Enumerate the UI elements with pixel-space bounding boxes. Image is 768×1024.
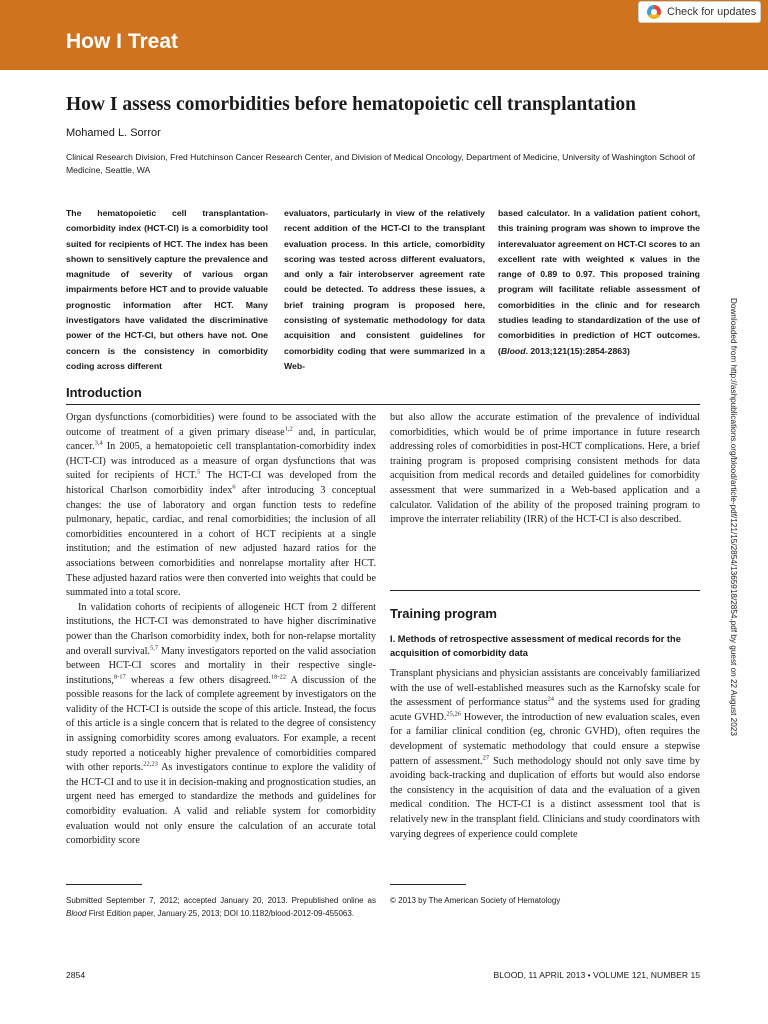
page-number: 2854 (66, 970, 86, 980)
introduction-heading: Introduction (66, 385, 142, 400)
section-label: How I Treat (66, 30, 179, 53)
abstract-text: based calculator. In a validation patient cohort, this training program was shown to improve the interevaluator agreement on HCT-CI scores to an excellent rate with weighted (498, 208, 700, 264)
abstract-column-1: The hematopoietic cell transplantation-comorbidity index (HCT-CI) is a comorbidity tool suited for recipients of HCT. The index has been shown to sensitively capture the prevalence and magnitude of severity of various organ impairments before HCT and to provide valuable prognostic information after HCT. Many investigators have validated the discriminative power of the HCT-CI, but others have not. One concern is the consistency in comorbidity coding across different (66, 208, 268, 371)
download-sidebar-note: Downloaded from http://ashpublications.org/blood/article-pdf/121/15/2854/1365918/2854.pdf by guest on 22 August 2023 (729, 298, 738, 736)
article-title: How I assess comorbidities before hematopoietic cell transplantation (66, 94, 636, 115)
training-paragraph-1: Transplant physicians and physician assistants are conceivably familiarized with the use of well-established measures such as the Karnofsky scale for the assessment of performance status$^{24}$ and the systems used for grading acute GVHD.$^{25,26}$ However, the introduction of new evaluation scales, even for a familiar clinical condition (eg, chronic GVHD), often requires the development of systematic methodology that could ensure a stepwise pattern of assessment.$^{27}$ Such methodology should not only save time by avoiding back-tracking and duplication of efforts but would also endorse the consistency in the acquisition of data and the evaluation of a given medical condition. The HCT-CI is a distinct assessment tool that is relatively new in the transplant field. Clinicians and study coordinators with varying degrees of experience could complete (390, 668, 701, 840)
author-name: Mohamed L. Sorror (66, 127, 161, 139)
check-for-updates-label: Check for updates (667, 6, 757, 18)
introduction-column-right (390, 411, 700, 528)
introduction-paragraph-2: In validation cohorts of recipients of allogeneic HCT from 2 different institutions, the HCT-CI was demonstrated to have higher discriminative power than the Charlson comorbidity index, both for non-relapse mortality and overall survival.$^{5,7}$ Many investigators reported on the valid association between HCT-CI scores and mortality in their respective single-institutions,$^{8-17}$ whereas a few others disagreed.$^{18-22}$ A discussion of the possible reasons for the lack of complete agreement by investigators on the validity of the HCT-CI is outside the scope of this article. Instead, the focus of this article is a single concern that is related to the degree of consistency in assigning comorbidity scores among evaluators. For example, a recent study reported a noticeably higher prevalence of comorbidities compared with other reports.$^{22,23}$ As investigators continue to explore the validity of the HCT-CI and to use it in decision-making and prognostication studies, an urgent need has emerged to standardize the methods and guidelines for comorbidity evaluation. A valid and reliable system for comorbidity evaluation would not only ensure the calculation of an accurate total comorbidity score (66, 601, 376, 847)
introduction-column-left (66, 411, 376, 849)
training-subheading: I. Methods of retrospective assessment of medical records for the acquisition of comorbidity data (390, 634, 681, 658)
abstract-column-3 (498, 206, 700, 359)
author-affiliation: Clinical Research Division, Fred Hutchinson Cancer Research Center, and Division of Medical Oncology, Department of Medicine, University of Washington School of Medicine, Seattle, WA (66, 152, 696, 176)
training-program-heading: Training program (390, 606, 497, 621)
check-for-updates-button[interactable] (638, 1, 761, 23)
citation-journal: Blood (500, 345, 526, 356)
citation-details: . 2013;121(15):2854-2863) (525, 345, 630, 356)
introduction-paragraph-3: but also allow the accurate estimation of the prevalence of individual comorbidities, which would be of prime importance in future research addressing roles of comorbidities in post-HCT complications. Here, a brief training program is proposed comprising consistent methods for data acquisition from medical records and detailed guidelines for comorbidity assessment that were summarized in a Web-based application and a calculator. Validation of the ability of the proposed training program to improve the interrater reliability (IRR) of the HCT-CI is also described. (390, 412, 700, 526)
abstract-column-2: evaluators, particularly in view of the relatively recent addition of the HCT-CI to the transplant evaluation process. In this article, comorbidity scoring was tested across different evaluators, and only a fair interobserver agreement rate could be detected. To address these issues, a brief training program is proposed here, consisting of systematic methodology for data acquisition and consistent guidelines for comorbidity coding that were summarized in a Web- (284, 208, 485, 371)
footnote-rule-left (66, 884, 142, 885)
journal-issue-line: BLOOD, 11 APRIL 2013 • VOLUME 121, NUMBER 15 (493, 970, 700, 980)
submission-footnote: Submitted September 7, 2012; accepted January 20, 2013. Prepublished online as Blood First Edition paper, January 25, 2013; DOI 10.1182/blood-2012-09-455063. (66, 896, 376, 918)
crossmark-icon (647, 5, 661, 19)
introduction-paragraph-1: Organ dysfunctions (comorbidities) were found to be associated with the outcome of treatment of a given primary disease$^{1,2}$ and, in particular, cancer.$^{3,4}$ In 2005, a hematopoietic cell transplantation-comorbidity index (HCT-CI) was introduced as a measure of organ dysfunctions that was suited for recipients of HCT.$^5$ The HCT-CI was developed from the historical Charlson comorbidity index$^6$ after introducing 3 conceptual changes: the use of laboratory and organ function tests to redefine pulmonary, hepatic, cardiac, and renal comorbidities; the inclusion of all comorbidities encountered in a cohort of HCT recipients at a single institution; and the estimation of new adjusted hazard ratios for the associations between comorbidities and nonrelapse mortality after HCT. These adjusted hazard ratios were then converted into weights that could be summated into a total score. (66, 412, 376, 599)
abstract-text: values in the range of 0.89 to 0.97. This proposed training program will facilitate reliable assessment of comorbidities in the clinic and for research studies leading to standardization of the use of comorbidities in prediction of HCT outcomes. ( (498, 253, 700, 356)
training-program-body (390, 667, 700, 842)
training-program-rule (390, 590, 700, 591)
copyright-footnote: © 2013 by The American Society of Hematology (390, 896, 561, 905)
kappa-symbol: κ (629, 253, 635, 264)
introduction-rule (66, 404, 700, 405)
footnote-rule-right (390, 884, 466, 885)
